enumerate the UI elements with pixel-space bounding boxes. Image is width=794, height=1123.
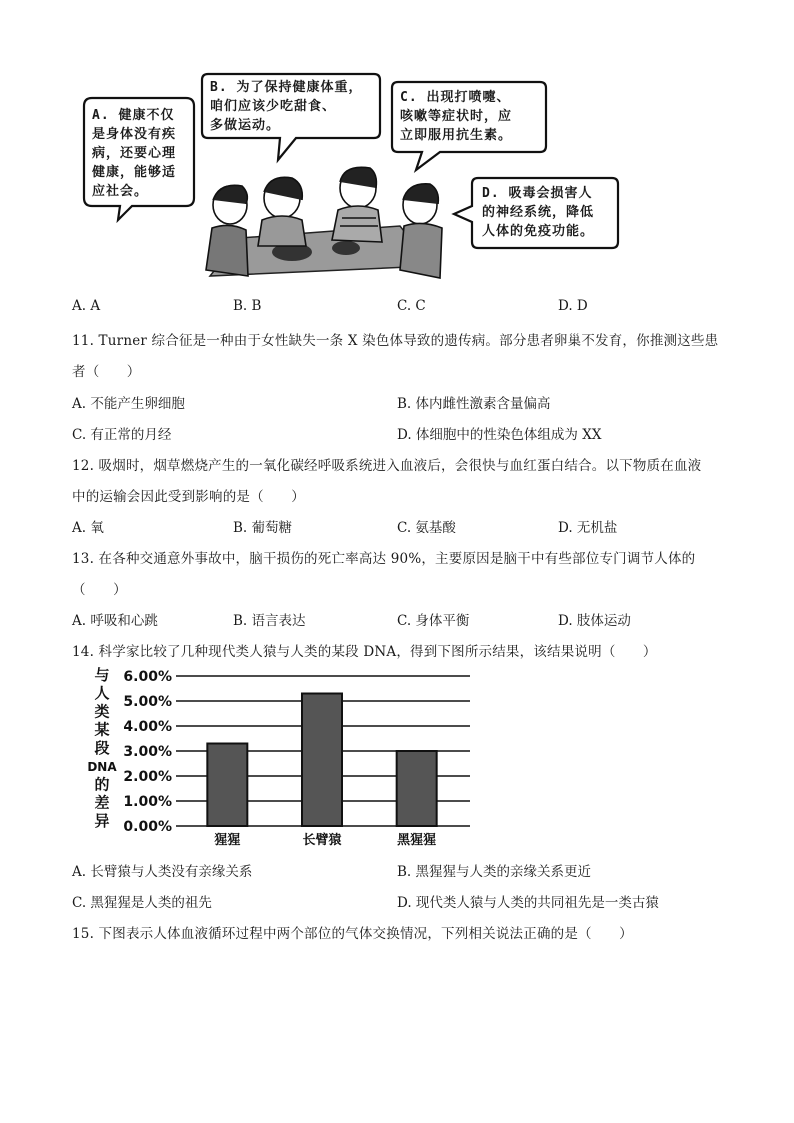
y-axis-title-char: 段 bbox=[94, 738, 110, 757]
q10-option-c[interactable]: C. C bbox=[397, 298, 426, 314]
bubble-a-line: 病，还要心理 bbox=[92, 146, 177, 161]
q10-cartoon bbox=[70, 70, 630, 285]
q13-stem-line2: （ ） bbox=[72, 582, 127, 598]
q14-option-c[interactable]: C. 黑猩猩是人类的祖先 bbox=[72, 895, 212, 911]
q10-option-b[interactable]: B. B bbox=[233, 298, 262, 314]
dna-difference-bar-chart bbox=[86, 662, 486, 854]
kid-1-illustration bbox=[206, 185, 248, 276]
q12-stem-line1: 12. 吸烟时，烟草燃烧产生的一氧化碳经呼吸系统进入血液后，会很快与血红蛋白结合。以下物质在血液 bbox=[72, 458, 702, 474]
x-tick-label: 长臂猿 bbox=[302, 833, 342, 848]
bubble-d-line: D. 吸毒会损害人 bbox=[482, 186, 593, 201]
bubble-a-line: 应社会。 bbox=[92, 184, 149, 199]
q11-option-d[interactable]: D. 体细胞中的性染色体组成为 XX bbox=[397, 427, 602, 443]
bubble-d-line: 的神经系统，降低 bbox=[482, 205, 595, 220]
bar-2 bbox=[397, 751, 437, 826]
bubble-a-text bbox=[92, 106, 194, 201]
bubble-a-line: A. 健康不仅 bbox=[92, 108, 175, 123]
bubble-a-line: 是身体没有疾 bbox=[92, 127, 177, 142]
q10-option-a[interactable]: A. A bbox=[72, 298, 101, 314]
kid-3-illustration bbox=[332, 167, 382, 242]
q14-option-b[interactable]: B. 黑猩猩与人类的亲缘关系更近 bbox=[397, 864, 592, 880]
y-axis-title-char: 的 bbox=[94, 775, 110, 794]
bar-1 bbox=[302, 694, 342, 827]
q13-option-d[interactable]: D. 肢体运动 bbox=[558, 613, 631, 629]
q15-stem: 15. 下图表示人体血液循环过程中两个部位的气体交换情况，下列相关说法正确的是（ ） bbox=[72, 926, 633, 942]
y-axis-title-char: DNA bbox=[87, 760, 117, 775]
q13-option-b[interactable]: B. 语言表达 bbox=[233, 613, 306, 629]
q12-stem-line2: 中的运输会因此受到影响的是（ ） bbox=[72, 489, 305, 505]
q11-option-c[interactable]: C. 有正常的月经 bbox=[72, 427, 172, 443]
q14-stem: 14. 科学家比较了几种现代类人猿与人类的某段 DNA，得到下图所示结果，该结果说明（ ） bbox=[72, 644, 657, 660]
y-axis-title-char: 与 bbox=[94, 666, 110, 684]
q11-stem-line2: 者（ ） bbox=[72, 364, 141, 380]
q14-chart bbox=[86, 662, 486, 854]
q10-option-d[interactable]: D. D bbox=[558, 298, 588, 314]
q13-stem-line1: 13. 在各种交通意外事故中，脑干损伤的死亡率高达 90%，主要原因是脑干中有些部位专门调节人体的 bbox=[72, 551, 696, 567]
q13-option-a[interactable]: A. 呼吸和心跳 bbox=[72, 613, 158, 629]
bubble-b-line: 多做运动。 bbox=[210, 118, 281, 133]
q14-option-a[interactable]: A. 长臂猿与人类没有亲缘关系 bbox=[72, 864, 253, 880]
y-tick-label: 1.00% bbox=[123, 794, 172, 810]
y-tick-label: 3.00% bbox=[123, 744, 172, 760]
bubble-c-line: 咳嗽等症状时，应 bbox=[400, 109, 513, 124]
y-tick-label: 6.00% bbox=[123, 669, 172, 685]
bubble-a-line: 健康，能够适 bbox=[92, 165, 177, 180]
q12-option-a[interactable]: A. 氧 bbox=[72, 520, 104, 536]
kid-2-illustration bbox=[258, 177, 306, 246]
y-tick-label: 0.00% bbox=[123, 819, 172, 835]
y-axis-title-char: 异 bbox=[94, 811, 110, 830]
q11-option-b[interactable]: B. 体内雌性激素含量偏高 bbox=[397, 396, 551, 412]
bubble-d-line: 人体的免疫功能。 bbox=[482, 224, 595, 239]
bar-0 bbox=[207, 744, 247, 827]
bubble-b-line: 咱们应该少吃甜食、 bbox=[210, 99, 337, 114]
y-tick-label: 2.00% bbox=[123, 769, 172, 785]
y-tick-label: 4.00% bbox=[123, 719, 172, 735]
bubble-c-line: 立即服用抗生素。 bbox=[400, 128, 513, 143]
kid-4-illustration bbox=[400, 184, 442, 278]
bubble-d-text bbox=[482, 184, 618, 241]
x-tick-label: 猩猩 bbox=[214, 833, 241, 848]
y-axis-title-char: 类 bbox=[94, 702, 110, 721]
q11-option-a[interactable]: A. 不能产生卵细胞 bbox=[72, 396, 185, 412]
bubble-b-line: B. 为了保持健康体重， bbox=[210, 80, 363, 95]
q14-option-d[interactable]: D. 现代类人猿与人类的共同祖先是一类古猿 bbox=[397, 895, 659, 911]
y-axis-title-char: 人 bbox=[94, 684, 110, 703]
bubble-c-text bbox=[400, 88, 546, 145]
bubble-c-line: C. 出现打喷嚏、 bbox=[400, 90, 511, 105]
q12-option-c[interactable]: C. 氨基酸 bbox=[397, 520, 456, 536]
y-axis-title-char: 某 bbox=[94, 720, 110, 739]
q12-option-b[interactable]: B. 葡萄糖 bbox=[233, 520, 293, 536]
y-axis-title-char: 差 bbox=[94, 793, 110, 812]
q11-stem-line1: 11. Turner 综合征是一种由于女性缺失一条 X 染色体导致的遗传病。部分患者卵巢不发育，你推测这些患 bbox=[72, 333, 719, 349]
q13-option-c[interactable]: C. 身体平衡 bbox=[397, 613, 470, 629]
x-tick-label: 黑猩猩 bbox=[397, 833, 437, 848]
bubble-b-text bbox=[210, 78, 380, 135]
q12-option-d[interactable]: D. 无机盐 bbox=[558, 520, 618, 536]
y-tick-label: 5.00% bbox=[123, 694, 172, 710]
